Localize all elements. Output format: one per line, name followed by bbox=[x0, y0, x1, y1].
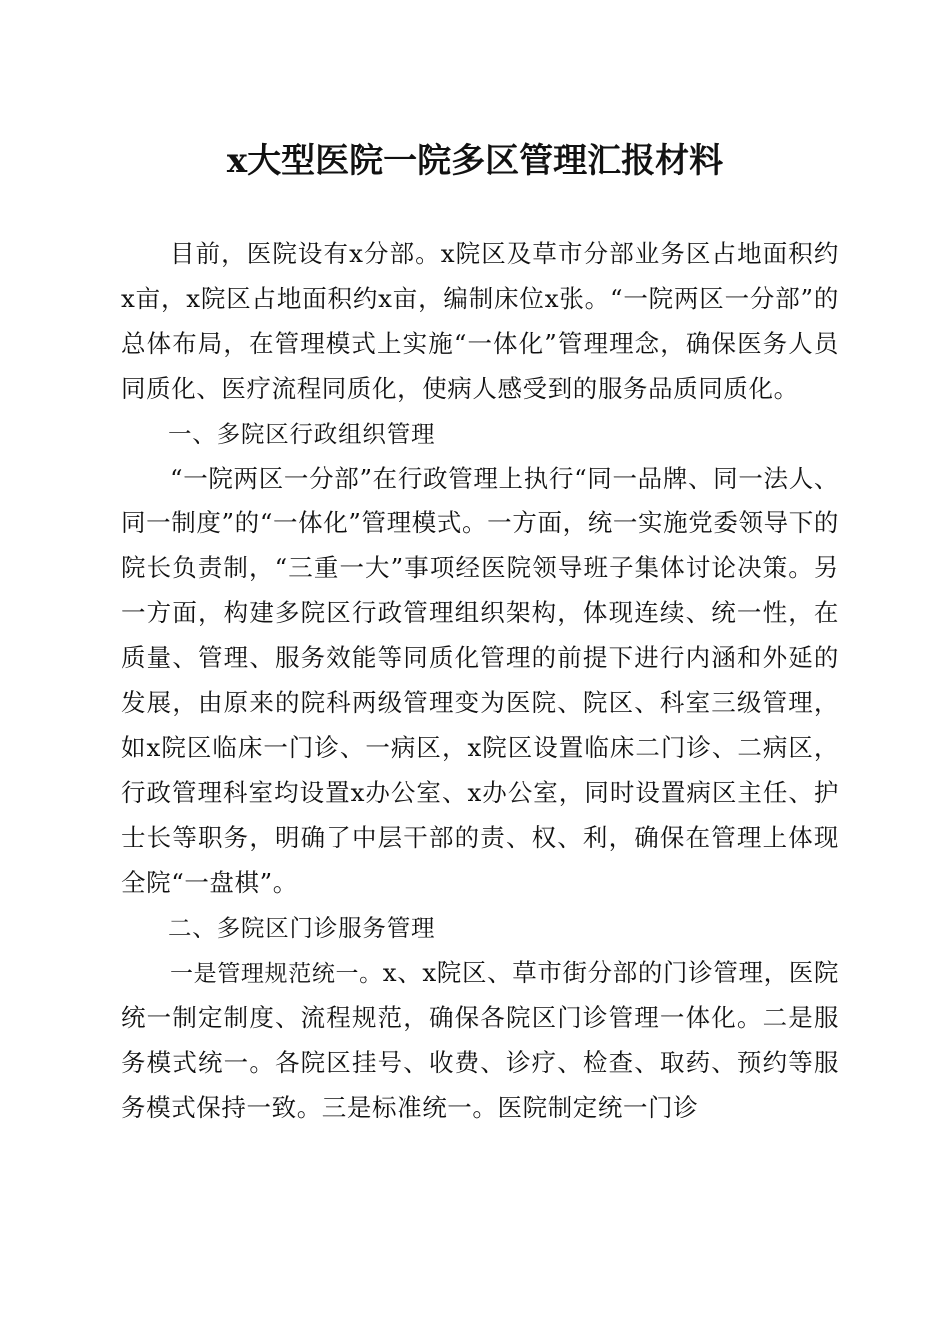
outpatient-lead-phrase: 一是管理规范统一。 bbox=[170, 960, 383, 987]
document-title: x大型医院一院多区管理汇报材料 bbox=[226, 141, 724, 181]
outpatient-paragraph-text: x、x院区、草市街分部的门诊管理，医院统一制定制度、流程规范，确保各院区门诊管理一体化。二是服务模式统一。各院区挂号、收费、诊疗、检查、取药、预约等服务模式保持一致。三是标准统一。医院制定统一门诊 bbox=[121, 957, 839, 1123]
outpatient-paragraph bbox=[121, 951, 839, 1132]
intro-paragraph: 目前，医院设有x分部。x院区及草市分部业务区占地面积约x亩，x院区占地面积约x亩，编制床位x张。“一院两区一分部”的总体布局，在管理模式上实施“一体化”管理理念，确保医务人员同质化、医疗流程同质化，使病人感受到的服务品质同质化。 bbox=[121, 239, 839, 403]
document-body bbox=[121, 232, 839, 1131]
section-heading-outpatient: 二、多院区门诊服务管理 bbox=[168, 913, 436, 942]
administration-paragraph: “一院两区一分部”在行政管理上执行“同一品牌、同一法人、同一制度”的“一体化”管理模式。一方面，统一实施党委领导下的院长负责制，“三重一大”事项经医院领导班子集体讨论决策。另一方面，构建多院区行政管理组织架构，体现连续、统一性，在质量、管理、服务效能等同质化管理的前提下进行内涵和外延的发展，由原来的院科两级管理变为医院、院区、科室三级管理，如x院区临床一门诊、一病区，x院区设置临床二门诊、二病区，行政管理科室均设置x办公室、x办公室，同时设置病区主任、护士长等职务，明确了中层干部的责、权、利，确保在管理上体现全院“一盘棋”。 bbox=[121, 463, 839, 897]
section-heading-administration: 一、多院区行政组织管理 bbox=[168, 419, 436, 448]
